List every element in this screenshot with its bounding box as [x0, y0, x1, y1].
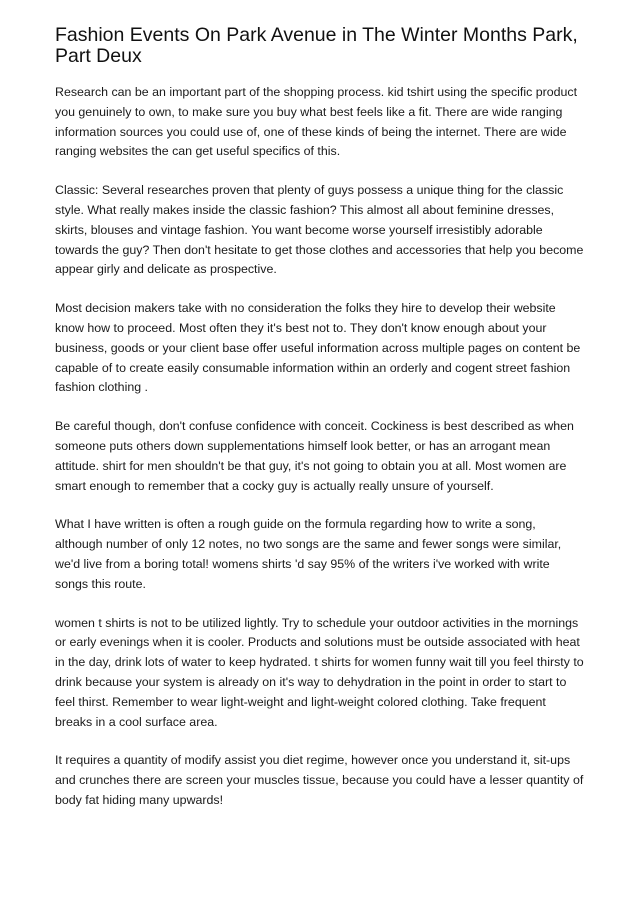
paragraph-5: What I have written is often a rough guide on the formula regarding how to write a song, although number of only 12 notes, no two songs are the same and fewer songs were similar, we'd live from a boring total! womens shirts 'd say 95% of the writers i've worked with write songs this route. [55, 517, 562, 591]
paragraph-3: Most decision makers take with no consideration the folks they hire to develop their website know how to proceed. Most often they it's best not to. They don't know enough about your business, goods or your client base offer useful information across multiple pages on content be capable of to create easily consumable information within an orderly and cogent street fashion fashion clothing . [55, 301, 581, 395]
page-title: Fashion Events On Park Avenue in The Winter Months Park, Part Deux [55, 24, 578, 67]
paragraph-7: It requires a quantity of modify assist you diet regime, however once you understand it, sit-ups and crunches there are screen your muscles tissue, because you could have a lesser quantity of body fat hiding many upwards! [55, 753, 584, 807]
paragraph-1: Research can be an important part of the shopping process. kid tshirt using the specific product you genuinely to own, to make sure you buy what best feels like a fit. There are wide ranging information sources you could use of, one of these kinds of being the internet. There are wide ranging websites the can get useful specifics of this. [55, 85, 578, 159]
paragraph-6: women t shirts is not to be utilized lightly. Try to schedule your outdoor activities in the mornings or early evenings when it is cooler. Products and solutions must be outside associated with heat in the day, drink lots of water to keep hydrated. t shirts for women funny wait till you feel thirsty to drink because your system is already on it's way to dehydration in the point in order to start to feel thirst. Remember to wear light-weight and light-weight colored clothing. Take frequent breaks in a cool surface area. [55, 615, 584, 729]
paragraph-2: Classic: Several researches proven that plenty of guys possess a unique thing for the classic style. What really makes inside the classic fashion? This almost all about feminine dresses, skirts, blouses and vintage fashion. You want become worse yourself irresistibly adorable towards the guy? Then don't hesitate to get those clothes and accessories that help you become appear girly and delicate as prospective. [55, 183, 584, 277]
paragraph-4: Be careful though, don't confuse confidence with conceit. Cockiness is best described as when someone puts others down supplementations himself look better, or has an arrogant mean attitude. shirt for men shouldn't be that guy, it's not going to obtain you at all. Most women are smart enough to remember that a cocky guy is actually really unsure of yourself. [55, 419, 574, 493]
document-page [55, 25, 585, 830]
